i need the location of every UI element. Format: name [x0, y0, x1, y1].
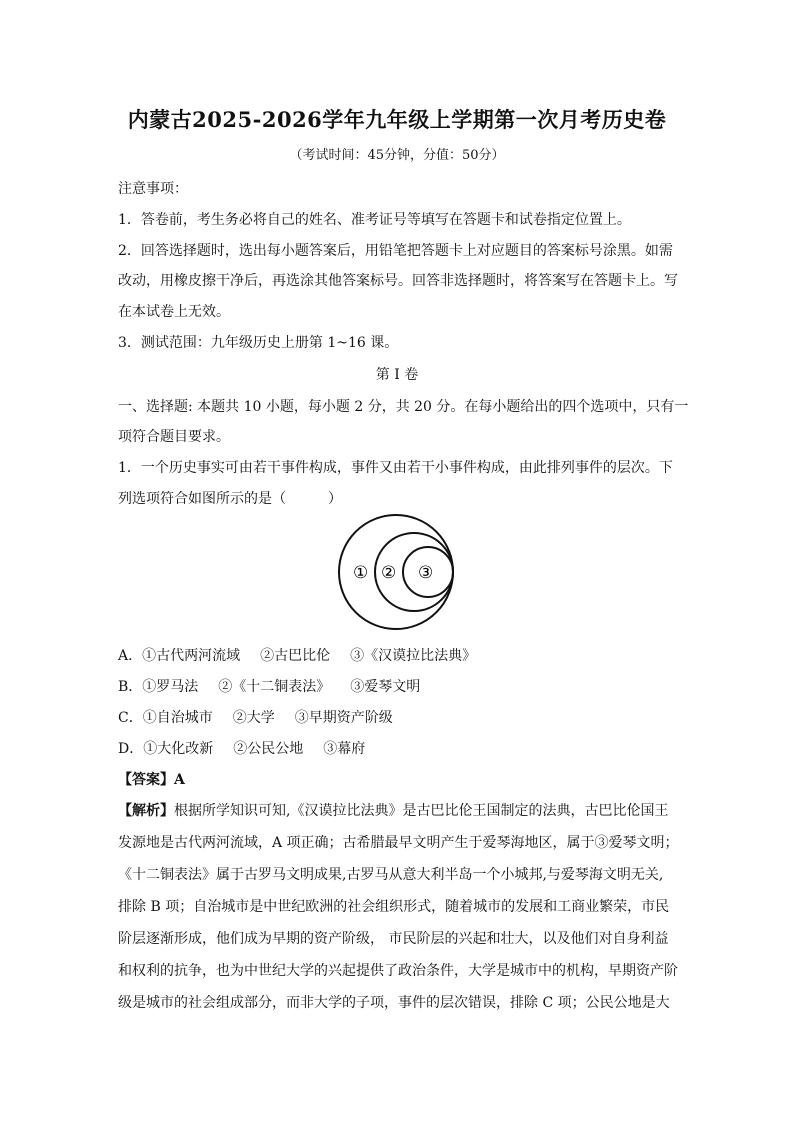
option-c	[118, 707, 393, 727]
notice-line: 2．回答选择题时，选出每小题答案后，用铅笔把答题卡上对应题目的答案标号涂黑。如需	[118, 243, 673, 259]
option-item: ③《汉谟拉比法典》	[350, 648, 477, 664]
answer-value: A	[174, 772, 185, 788]
page-title: 内蒙古2025-2026学年九年级上学期第一次月考历史卷	[127, 107, 667, 132]
diagram-label-1: ①	[353, 563, 369, 583]
section-instructions: 一、选择题: 本题共 10 小题，每小题 2 分，共 20 分。在每小题给出的四个选项中，只有一	[118, 399, 689, 415]
option-item: ②大学	[232, 710, 275, 726]
option-letter: B．	[118, 679, 143, 695]
analysis-label: 【解析】	[118, 803, 174, 819]
diagram-label-3: ③	[418, 563, 434, 583]
option-item: ①罗马法	[142, 679, 199, 695]
answer	[118, 769, 185, 789]
analysis-line: 阶层逐渐形成，他们成为早期的资产阶级， 市民阶层的兴起和壮大，以及他们对自身利益	[118, 931, 669, 947]
nested-circles-diagram	[336, 512, 458, 634]
notice-heading: 注意事项：	[118, 181, 188, 197]
option-a	[118, 645, 476, 665]
question-stem: 1．一个历史事实可由若干事件构成，事件又由若干小事件构成，由此排列事件的层次。下	[118, 460, 673, 476]
analysis-line: 发源地是古代两河流域，A 项正确；古希腊最早文明产生于爱琴海地区，属于③爱琴文明；	[118, 835, 679, 851]
option-item: ②《十二铜表法》	[218, 679, 331, 695]
volume-label: 第 I 卷	[375, 367, 419, 383]
notice-line: 3．测试范围：九年级历史上册第 1~16 课。	[118, 335, 399, 351]
option-letter: C．	[118, 710, 143, 726]
option-item: ①大化改新	[143, 741, 214, 757]
option-item: ③爱琴文明	[350, 679, 421, 695]
analysis-line: 《十二铜表法》属于古罗马文明成果,古罗马从意大利半岛一个小城邦,与爱琴海文明无关,	[118, 867, 664, 883]
diagram-label-2: ②	[381, 563, 397, 583]
question-stem: 列选项符合如图所示的是（ ）	[118, 491, 342, 507]
analysis-line	[118, 800, 668, 820]
answer-label: 【答案】	[118, 772, 174, 788]
option-b	[118, 676, 420, 696]
analysis-line: 和权利的抗争，也为中世纪大学的兴起提供了政治条件，大学是城市中的机构，早期资产阶	[118, 963, 678, 979]
option-letter: D．	[118, 741, 144, 757]
notice-line: 1．答卷前，考生务必将自己的姓名、准考证号等填写在答题卡和试卷指定位置上。	[118, 212, 631, 228]
section-instructions: 项符合题目要求。	[118, 429, 230, 445]
notice-line: 在本试卷上无效。	[118, 304, 230, 320]
analysis-line: 排除 B 项；自治城市是中世纪欧洲的社会组织形式，随着城市的发展和工商业繁荣，市民	[118, 899, 670, 915]
option-item: ①自治城市	[142, 710, 213, 726]
notice-line: 改动，用橡皮擦干净后，再选涂其他答案标号。回答非选择题时，将答案写在答题卡上。写	[118, 273, 678, 289]
analysis-line: 级是城市的社会组成部分，而非大学的子项，事件的层次错误，排除 C 项；公民公地是大	[118, 995, 670, 1011]
analysis-text: 根据所学知识可知,《汉谟拉比法典》是古巴比伦王国制定的法典，古巴比伦国王	[174, 803, 669, 819]
option-item: ③早期资产阶级	[294, 710, 393, 726]
option-item: ③幕府	[323, 741, 366, 757]
option-item: ②古巴比伦	[260, 648, 331, 664]
option-item: ①古代两河流域	[142, 648, 241, 664]
option-letter: A．	[118, 648, 143, 664]
option-d	[118, 738, 365, 758]
exam-info: （考试时间：45分钟，分值：50分）	[289, 148, 505, 163]
option-item: ②公民公地	[233, 741, 304, 757]
